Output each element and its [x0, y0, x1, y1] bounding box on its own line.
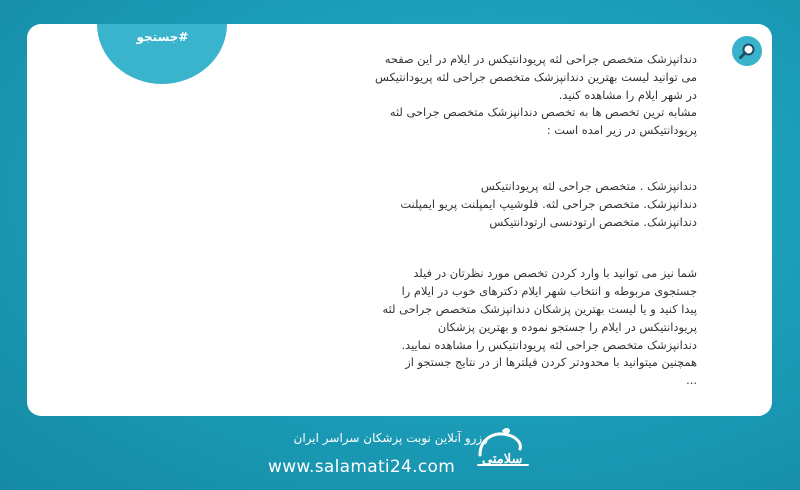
outro-line: پریودانتیکس در ایلام را جستجو نموده و بهترین پزشکان — [437, 319, 697, 334]
intro-line: مشابه ترین تخصص ها به تخصص دندانپزشک متخصص جراحی لثه — [389, 105, 697, 120]
search-button[interactable] — [732, 36, 762, 66]
intro-line: دندانپزشک متخصص جراحی لثه پریودانتیکس در ایلام در این صفحه — [384, 52, 697, 66]
outro-ellipsis: ... — [686, 373, 697, 388]
outro-line: شما نیز می توانید با وارد کردن تخصص مورد نظرتان در فیلد — [413, 266, 697, 281]
footer-url-link[interactable]: www.salamati24.com — [268, 457, 456, 477]
content-card — [27, 24, 772, 416]
intro-line: پریودانتیکس در زیر امده است : — [546, 123, 697, 138]
outro-line: جستجوی مربوطه و انتخاب شهر ایلام دکترهای خوب در ایلام را — [401, 284, 697, 299]
similar-specialty-item: دندانپزشک. متخصص ارتودنسی ارتودانتیکس — [489, 214, 697, 229]
intro-line: می توانید لیست بهترین دندانپزشک متخصص جراحی لثه پریودانتیکس — [375, 69, 697, 84]
search-tab-label[interactable]: #جستجو — [136, 30, 189, 44]
outro-line: پیدا کنید و یا لیست بهترین پزشکان دندانپزشک متخصص جراحی لثه — [382, 301, 697, 316]
footer-tagline: رزرو آنلاین نوبت پزشکان سراسر ایران — [293, 431, 488, 445]
logo-text: سلامتی — [482, 452, 523, 467]
description-text — [57, 51, 697, 390]
search-icon — [738, 42, 756, 60]
intro-line: در شهر ایلام را مشاهده کنید. — [558, 87, 697, 102]
outro-line: دندانپزشک متخصص جراحی لثه پریودانتیکس را مشاهده نمایید. — [401, 337, 697, 352]
similar-specialty-item: دندانپزشک. متخصص جراحی لثه. فلوشیپ ایمپلنت پریو ایمپلنت — [400, 196, 697, 211]
similar-specialty-item: دندانپزشک . متخصص جراحی لثه پریودانتیکس — [480, 178, 697, 193]
outro-line: همچنین میتوانید با محدودتر کردن فیلترها از در نتایج جستجو از — [405, 355, 697, 370]
salamati-logo-icon — [472, 425, 534, 477]
